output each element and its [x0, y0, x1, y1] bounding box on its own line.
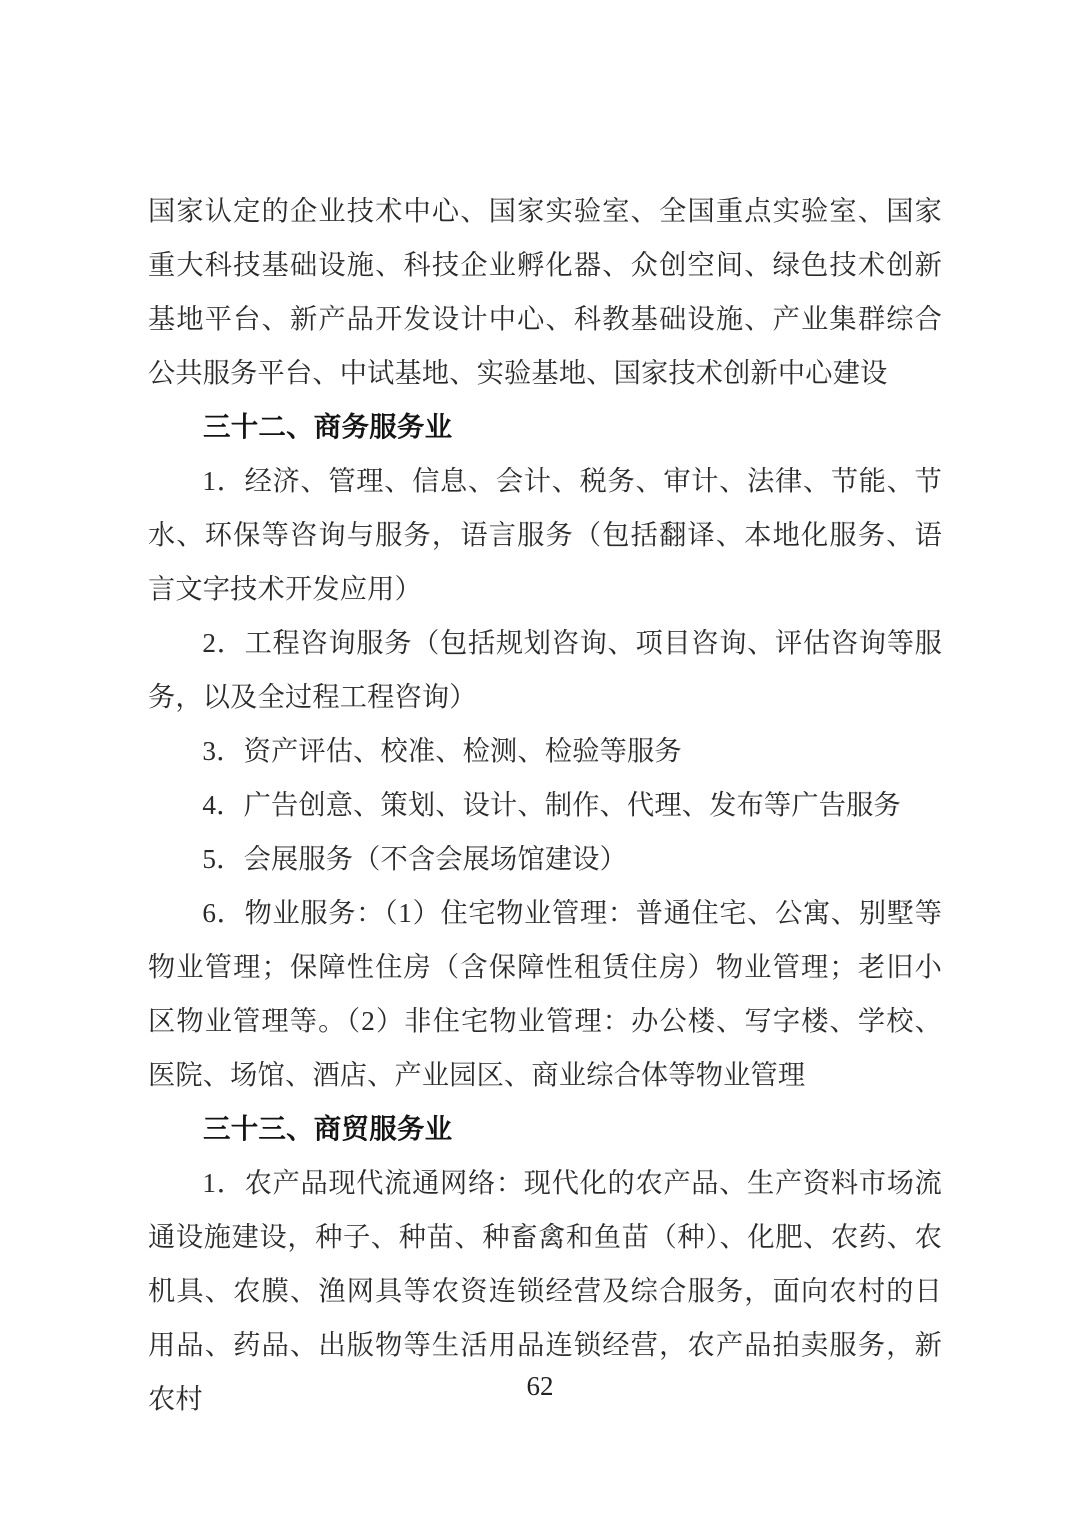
section-32-item-5: 5．会展服务（不含会展场馆建设）	[202, 844, 627, 874]
section-32-item-2: 2．工程咨询服务（包括规划咨询、项目咨询、评估咨询等服务，以及全过程工程咨询）	[148, 628, 942, 712]
document-text-area	[148, 184, 942, 1426]
continuation-paragraph: 国家认定的企业技术中心、国家实验室、全国重点实验室、国家重大科技基础设施、科技企业孵化器、众创空间、绿色技术创新基地平台、新产品开发设计中心、科教基础设施、产业集群综合公共服务平台、中试基地、实验基地、国家技术创新中心建设	[148, 196, 942, 388]
section-33-item-1: 1．农产品现代流通网络：现代化的农产品、生产资料市场流通设施建设，种子、种苗、种畜禽和鱼苗（种）、化肥、农药、农机具、农膜、渔网具等农资连锁经营及综合服务，面向农村的日用品、药品、出版物等生活用品连锁经营，农产品拍卖服务，新农村	[148, 1168, 942, 1414]
page-number: 62	[526, 1371, 554, 1401]
section-32-item-1: 1．经济、管理、信息、会计、税务、审计、法律、节能、节水、环保等咨询与服务，语言服务（包括翻译、本地化服务、语言文字技术开发应用）	[148, 466, 942, 604]
section-32-item-6: 6．物业服务：（1）住宅物业管理：普通住宅、公寓、别墅等物业管理；保障性住房（含保障性租赁住房）物业管理；老旧小区物业管理等。（2）非住宅物业管理：办公楼、写字楼、学校、医院、场馆、酒店、产业园区、商业综合体等物业管理	[148, 898, 942, 1090]
section-heading-32: 三十二、商务服务业	[203, 411, 453, 442]
section-heading-33: 三十三、商贸服务业	[203, 1113, 453, 1144]
section-32-item-3: 3．资产评估、校准、检测、检验等服务	[202, 736, 682, 766]
section-32-item-4: 4．广告创意、策划、设计、制作、代理、发布等广告服务	[202, 790, 901, 820]
